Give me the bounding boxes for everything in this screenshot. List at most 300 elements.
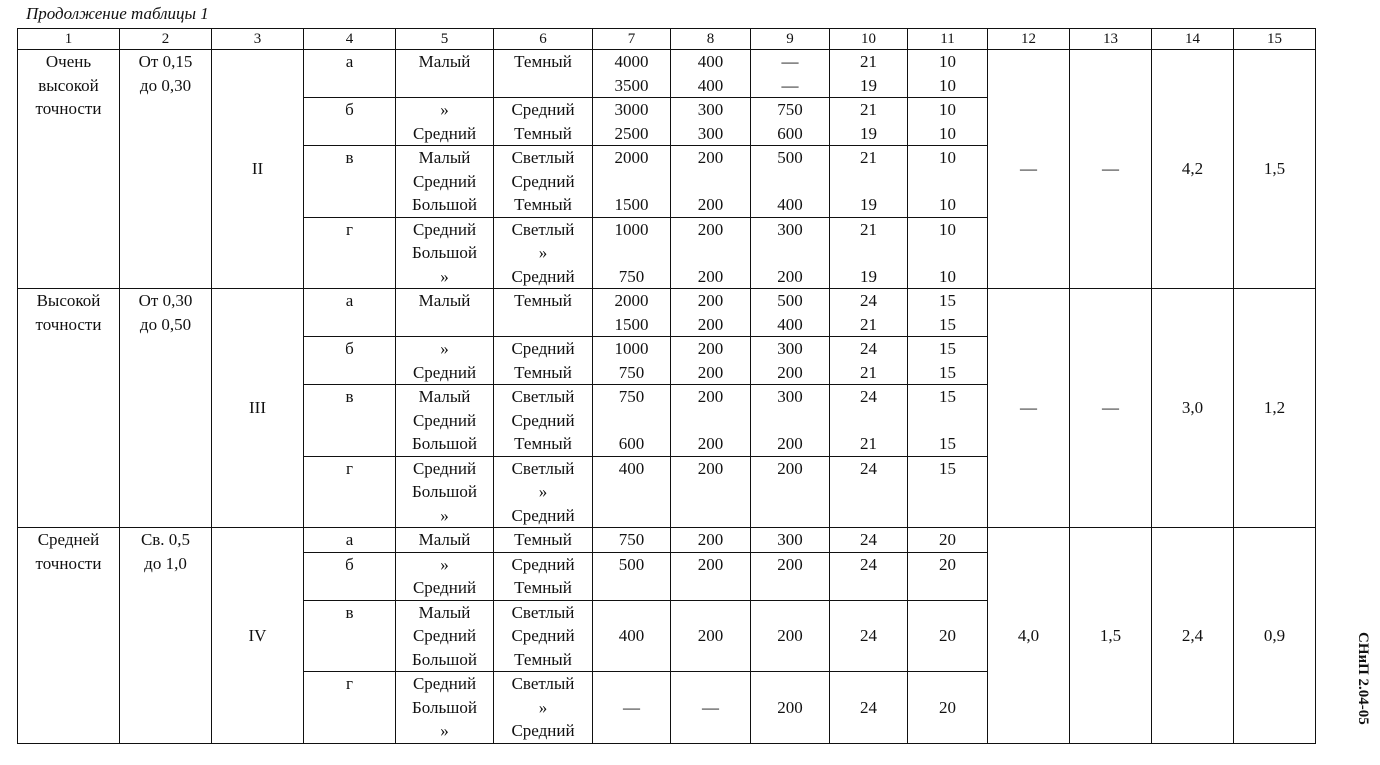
value-cell-5	[396, 528, 494, 553]
work-category-cell-line: Очень	[45, 52, 92, 71]
value-cell-11	[908, 385, 988, 457]
value-cell-9-line: 200	[777, 266, 803, 286]
value-cell-6-line: Средний	[511, 721, 575, 740]
subclass-cell: г	[304, 672, 396, 744]
value-cell-11-line: 20	[939, 554, 956, 574]
value-cell-6-line: Светлый	[511, 219, 575, 239]
value-cell-5-line: »	[440, 505, 449, 525]
value-cell-10-line: 19	[860, 75, 877, 95]
value-cell-11-line	[908, 409, 987, 433]
value-cell-5-line: Средний	[412, 123, 477, 143]
value-cell-7	[593, 672, 671, 744]
value-cell-8-line: 200	[697, 530, 724, 549]
value-cell-9-line: 500	[777, 148, 803, 167]
work-class-cell: III	[212, 289, 304, 528]
value-cell-11-line: 15	[939, 434, 956, 453]
value-cell-6-line: Светлый	[511, 148, 575, 167]
value-cell-8-line: 200	[697, 148, 724, 167]
group-value-cell-13: 1,5	[1070, 528, 1152, 744]
value-cell-10	[830, 50, 908, 98]
value-cell-11-line	[908, 601, 987, 625]
work-category-cell-line: Высокой	[36, 291, 101, 310]
value-cell-11-line: 15	[939, 458, 956, 478]
value-cell-9-line	[751, 672, 829, 696]
value-cell-7-line	[593, 719, 670, 743]
value-cell-7-line: 400	[618, 458, 645, 478]
value-cell-11-line: 10	[939, 123, 956, 143]
column-header: 5	[396, 29, 494, 50]
value-cell-6	[494, 289, 593, 337]
value-cell-9-line: 300	[777, 387, 803, 406]
value-cell-5	[396, 672, 494, 744]
value-cell-9-line: —	[781, 75, 799, 95]
value-cell-8-line: 200	[697, 195, 724, 214]
value-cell-11	[908, 552, 988, 600]
object-size-cell-line: до 0,30	[139, 75, 192, 95]
value-cell-6-line	[494, 313, 592, 337]
value-cell-7-line: 2500	[614, 123, 649, 143]
value-cell-7	[593, 146, 671, 218]
value-cell-11-line	[908, 719, 987, 743]
value-cell-9-line: 500	[777, 291, 803, 310]
value-cell-10-line: 21	[860, 148, 877, 167]
value-cell-10-line: 24	[860, 554, 877, 574]
value-cell-10	[830, 98, 908, 146]
value-cell-6	[494, 456, 593, 528]
value-cell-11-line: 10	[939, 52, 956, 71]
value-cell-8	[671, 98, 751, 146]
value-cell-6-line: Средний	[511, 626, 575, 645]
table-caption: Продолжение таблицы 1	[26, 4, 209, 23]
value-cell-9-line: 200	[777, 458, 803, 478]
value-cell-6	[494, 552, 593, 600]
work-category-cell-line: точности	[35, 553, 102, 573]
value-cell-9	[751, 600, 830, 672]
value-cell-11-line: 10	[939, 266, 956, 286]
value-cell-11	[908, 672, 988, 744]
value-cell-6-line: Светлый	[511, 674, 575, 693]
value-cell-9-line: 400	[777, 314, 803, 334]
value-cell-7-line	[593, 480, 670, 504]
value-cell-9-line	[751, 409, 829, 433]
value-cell-7-line	[593, 241, 670, 265]
value-cell-5-line	[396, 74, 493, 98]
value-cell-7-line	[593, 576, 670, 600]
value-cell-7-line: 500	[618, 554, 645, 574]
value-cell-9-line: 400	[777, 195, 803, 214]
work-category-cell-line: точности	[35, 99, 102, 118]
value-cell-5-line: Малый	[418, 530, 471, 549]
value-cell-5	[396, 385, 494, 457]
value-cell-5	[396, 289, 494, 337]
value-cell-7-line: 750	[618, 530, 645, 549]
value-cell-6-line: Средний	[511, 100, 575, 119]
value-cell-7-line	[593, 601, 670, 625]
value-cell-8-line: 300	[697, 100, 724, 119]
value-cell-10	[830, 337, 908, 385]
value-cell-9	[751, 672, 830, 744]
value-cell-8	[671, 552, 751, 600]
value-cell-5-line: Малый	[418, 52, 471, 71]
subclass-cell: б	[304, 337, 396, 385]
value-cell-11	[908, 337, 988, 385]
group-value-cell-12: —	[988, 289, 1070, 528]
value-cell-10-line: 24	[860, 339, 877, 358]
value-cell-10	[830, 600, 908, 672]
value-cell-5-line: Средний	[412, 626, 477, 645]
work-category-cell	[18, 50, 120, 289]
value-cell-10-line	[830, 576, 907, 600]
value-cell-6-line: Светлый	[511, 458, 575, 478]
value-cell-9-line: 600	[777, 123, 803, 143]
column-header: 8	[671, 29, 751, 50]
value-cell-10-line: 21	[860, 314, 877, 334]
value-cell-5-line: Большой	[412, 482, 477, 501]
value-cell-7-line: 750	[618, 387, 645, 406]
value-cell-9-line: 300	[777, 219, 803, 239]
object-size-cell-line: до 0,50	[139, 314, 192, 334]
value-cell-7-line	[593, 648, 670, 672]
value-cell-7	[593, 385, 671, 457]
value-cell-9-line	[751, 719, 829, 743]
object-size-cell	[120, 50, 212, 289]
group-value-cell-12: —	[988, 50, 1070, 289]
object-size-cell-line: до 1,0	[144, 553, 187, 573]
work-category-cell	[18, 528, 120, 744]
value-cell-7	[593, 456, 671, 528]
value-cell-7-line: 2000	[614, 148, 649, 167]
group-value-cell-14: 2,4	[1152, 528, 1234, 744]
value-cell-5	[396, 50, 494, 98]
value-cell-11-line	[908, 648, 987, 672]
value-cell-5	[396, 217, 494, 289]
value-cell-11-line: 20	[939, 697, 956, 717]
value-cell-6	[494, 385, 593, 457]
work-class-cell: IV	[212, 528, 304, 744]
object-size-cell	[120, 289, 212, 528]
column-header: 1	[18, 29, 120, 50]
value-cell-5-line: Средний	[412, 458, 477, 478]
value-cell-10-line: 19	[860, 123, 877, 143]
value-cell-10-line	[830, 504, 907, 528]
value-cell-7-line: 2000	[614, 291, 649, 310]
value-cell-10-line	[830, 241, 907, 265]
value-cell-6-line: Средний	[511, 505, 575, 525]
value-cell-7-line	[593, 170, 670, 194]
subclass-cell: а	[304, 528, 396, 553]
document-code-label: СНиП 2.04-05	[1355, 632, 1371, 725]
value-cell-7	[593, 528, 671, 553]
value-cell-11-line: 20	[939, 530, 956, 549]
subclass-cell: г	[304, 456, 396, 528]
value-cell-9-line: 750	[777, 100, 803, 119]
column-header: 3	[212, 29, 304, 50]
value-cell-9	[751, 50, 830, 98]
column-header: 7	[593, 29, 671, 50]
column-header: 12	[988, 29, 1070, 50]
value-cell-11-line	[908, 576, 987, 600]
value-cell-5-line: Средний	[412, 171, 477, 191]
value-cell-8-line: 200	[697, 626, 724, 645]
work-class-cell: II	[212, 50, 304, 289]
value-cell-10-line	[830, 409, 907, 433]
value-cell-6	[494, 337, 593, 385]
value-cell-5-line: Большой	[412, 195, 477, 214]
value-cell-8-line: 200	[697, 458, 724, 478]
value-cell-9-line: 200	[777, 362, 803, 382]
value-cell-8-line: 200	[697, 362, 724, 382]
value-cell-8-line: 200	[697, 314, 724, 334]
value-cell-9	[751, 528, 830, 553]
subclass-cell: в	[304, 385, 396, 457]
value-cell-10	[830, 552, 908, 600]
value-cell-5-line: Малый	[418, 387, 471, 406]
value-cell-10-line: 19	[860, 266, 877, 286]
value-cell-10	[830, 289, 908, 337]
value-cell-9-line	[751, 241, 829, 265]
column-header: 10	[830, 29, 908, 50]
value-cell-11	[908, 50, 988, 98]
value-cell-7	[593, 98, 671, 146]
value-cell-6-line: »	[538, 482, 548, 501]
value-cell-9-line	[751, 648, 829, 672]
value-cell-8	[671, 289, 751, 337]
value-cell-8-line	[671, 719, 750, 743]
value-cell-5-line: Большой	[412, 697, 477, 717]
value-cell-8-line	[671, 241, 750, 265]
value-cell-6-line: Средний	[511, 339, 575, 358]
group-value-cell-12: 4,0	[988, 528, 1070, 744]
value-cell-9-line: 200	[777, 626, 803, 645]
value-cell-5-line: Средний	[412, 578, 477, 597]
value-cell-6-line: Темный	[514, 649, 572, 669]
value-cell-7	[593, 289, 671, 337]
subclass-cell: в	[304, 600, 396, 672]
value-cell-8	[671, 528, 751, 553]
subclass-cell: б	[304, 98, 396, 146]
value-cell-8	[671, 385, 751, 457]
value-cell-9	[751, 146, 830, 218]
column-header: 6	[494, 29, 593, 50]
value-cell-10-line: 24	[860, 530, 877, 549]
value-cell-7-line: 3500	[614, 75, 649, 95]
value-cell-8-line	[671, 672, 750, 696]
value-cell-7-line: 1500	[614, 314, 649, 334]
value-cell-5-line: Малый	[418, 602, 471, 622]
value-cell-6-line: Темный	[514, 434, 572, 453]
value-cell-11-line: 10	[939, 219, 956, 239]
subclass-cell: г	[304, 217, 396, 289]
value-cell-5-line: Средний	[412, 674, 477, 693]
object-size-cell-line: От 0,30	[138, 291, 193, 310]
value-cell-11-line	[908, 504, 987, 528]
group-value-cell-13: —	[1070, 289, 1152, 528]
value-cell-10-line: 21	[860, 362, 877, 382]
value-cell-11	[908, 217, 988, 289]
value-cell-5	[396, 146, 494, 218]
value-cell-5	[396, 337, 494, 385]
value-cell-8-line: 200	[697, 434, 724, 453]
value-cell-8	[671, 456, 751, 528]
value-cell-7-line: 3000	[614, 100, 649, 119]
column-header: 14	[1152, 29, 1234, 50]
value-cell-8-line	[671, 576, 750, 600]
value-cell-10-line: 21	[860, 219, 877, 239]
value-cell-9-line	[751, 576, 829, 600]
subclass-cell: а	[304, 50, 396, 98]
value-cell-6-line: Темный	[514, 291, 572, 310]
work-category-cell-line: Средней	[37, 530, 100, 549]
column-header: 9	[751, 29, 830, 50]
group-value-cell-14: 3,0	[1152, 289, 1234, 528]
value-cell-10-line: 24	[860, 387, 877, 406]
value-cell-8-line	[671, 170, 750, 194]
column-header: 15	[1234, 29, 1316, 50]
value-cell-5-line: »	[440, 100, 449, 119]
value-cell-6-line: Средний	[511, 554, 575, 574]
value-cell-9	[751, 385, 830, 457]
value-cell-6	[494, 672, 593, 744]
value-cell-6-line: Темный	[514, 362, 572, 382]
value-cell-7	[593, 600, 671, 672]
value-cell-10-line	[830, 719, 907, 743]
value-cell-5-line: Средний	[412, 219, 477, 239]
value-cell-6	[494, 50, 593, 98]
value-cell-8-line: 400	[697, 52, 724, 71]
value-cell-10-line: 24	[860, 291, 877, 310]
value-cell-10-line	[830, 648, 907, 672]
subclass-cell: б	[304, 552, 396, 600]
value-cell-7-line: 400	[618, 626, 645, 645]
header-row	[18, 29, 1316, 50]
value-cell-11-line	[908, 480, 987, 504]
value-cell-6	[494, 146, 593, 218]
value-cell-9-line: 200	[777, 697, 803, 717]
group-value-cell-15: 1,2	[1234, 289, 1316, 528]
value-cell-9-line	[751, 480, 829, 504]
value-cell-11-line: 10	[939, 100, 956, 119]
value-cell-9-line	[751, 170, 829, 194]
value-cell-8-line: 200	[697, 291, 724, 310]
column-header: 11	[908, 29, 988, 50]
value-cell-11-line: 10	[939, 195, 956, 214]
value-cell-9-line: 200	[777, 554, 803, 574]
value-cell-5-line: Средний	[412, 410, 477, 430]
value-cell-8-line: —	[702, 697, 719, 717]
column-header: 13	[1070, 29, 1152, 50]
value-cell-5-line: Средний	[412, 362, 477, 382]
value-cell-6-line: Средний	[511, 266, 575, 286]
value-cell-8-line: 200	[697, 219, 724, 239]
value-cell-7-line	[593, 504, 670, 528]
group-value-cell-14: 4,2	[1152, 50, 1234, 289]
value-cell-8	[671, 50, 751, 98]
value-cell-6	[494, 528, 593, 553]
value-cell-10	[830, 217, 908, 289]
object-size-cell-line: От 0,15	[138, 52, 193, 71]
value-cell-8-line: 300	[697, 123, 724, 143]
column-header: 4	[304, 29, 396, 50]
value-cell-5-line: »	[440, 554, 449, 574]
value-cell-11-line	[908, 672, 987, 696]
value-cell-8-line	[671, 601, 750, 625]
group-value-cell-15: 0,9	[1234, 528, 1316, 744]
value-cell-8	[671, 672, 751, 744]
value-cell-9-line	[751, 601, 829, 625]
value-cell-8	[671, 146, 751, 218]
value-cell-5-line: »	[440, 339, 449, 358]
value-cell-9	[751, 98, 830, 146]
value-cell-6-line: Темный	[514, 123, 572, 143]
value-cell-11-line: 10	[939, 148, 956, 167]
value-cell-11-line: 20	[939, 626, 956, 645]
work-category-cell-line: точности	[35, 314, 102, 334]
value-cell-10-line	[830, 170, 907, 194]
value-cell-10-line	[830, 480, 907, 504]
value-cell-7-line: 1000	[614, 339, 649, 358]
value-cell-9-line: —	[781, 52, 799, 71]
value-cell-9-line: 200	[777, 434, 803, 453]
value-cell-9	[751, 289, 830, 337]
value-cell-7-line	[593, 672, 670, 696]
value-cell-10-line: 24	[860, 697, 877, 717]
value-cell-7-line: 1500	[614, 195, 649, 214]
value-cell-11	[908, 98, 988, 146]
value-cell-5-line: Малый	[418, 291, 471, 310]
value-cell-9	[751, 552, 830, 600]
group-value-cell-13: —	[1070, 50, 1152, 289]
value-cell-10-line	[830, 672, 907, 696]
value-cell-10	[830, 385, 908, 457]
value-cell-9-line	[751, 504, 829, 528]
value-cell-7-line: 600	[618, 434, 645, 453]
lighting-norms-table	[17, 28, 1316, 744]
value-cell-6-line: Темный	[514, 52, 572, 71]
value-cell-5-line: Большой	[412, 243, 477, 262]
value-cell-10-line: 21	[860, 434, 877, 453]
value-cell-8	[671, 600, 751, 672]
value-cell-6-line: Средний	[511, 410, 575, 430]
value-cell-11-line: 10	[939, 75, 956, 95]
value-cell-6	[494, 600, 593, 672]
value-cell-9-line: 300	[777, 339, 803, 358]
value-cell-5	[396, 600, 494, 672]
table-row	[18, 50, 1316, 98]
value-cell-10	[830, 146, 908, 218]
value-cell-9	[751, 456, 830, 528]
value-cell-7-line: 4000	[614, 52, 649, 71]
value-cell-9	[751, 217, 830, 289]
value-cell-5-line	[396, 313, 493, 337]
value-cell-11	[908, 528, 988, 553]
object-size-cell-line: Св. 0,5	[140, 530, 191, 549]
value-cell-11-line	[908, 241, 987, 265]
value-cell-7-line: 750	[618, 362, 645, 382]
value-cell-5-line: Большой	[412, 434, 477, 453]
value-cell-10-line: 24	[860, 458, 877, 478]
value-cell-5-line: Большой	[412, 649, 477, 669]
value-cell-9-line: 300	[777, 530, 803, 549]
value-cell-5	[396, 98, 494, 146]
value-cell-6-line: Темный	[514, 195, 572, 214]
value-cell-11-line: 15	[939, 387, 956, 406]
value-cell-10	[830, 456, 908, 528]
value-cell-11-line: 15	[939, 362, 956, 382]
value-cell-7	[593, 217, 671, 289]
work-category-cell	[18, 289, 120, 528]
value-cell-8-line	[671, 480, 750, 504]
value-cell-5-line: Малый	[418, 148, 471, 167]
